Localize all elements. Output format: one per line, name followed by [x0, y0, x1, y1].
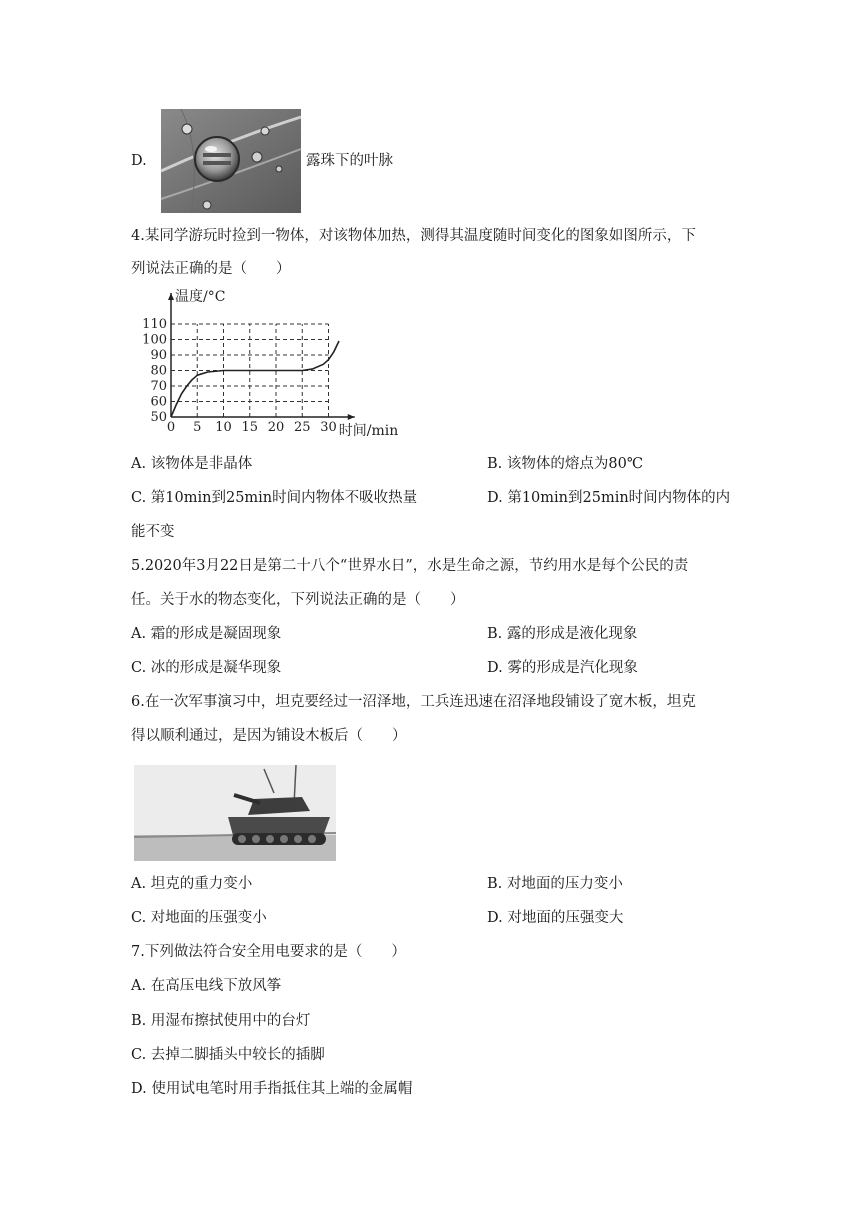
q3-option-d-text: 露珠下的叶脉 [306, 153, 393, 169]
y-tick-label: 50 [150, 410, 167, 425]
x-tick-label: 30 [320, 420, 337, 435]
q4-option-c: C. 第10min到25min时间内物体不吸收热量 [131, 490, 418, 506]
y-tick-label: 90 [150, 348, 167, 363]
q5-stem-line1: 5.2020年3月22日是第二十八个“世界水日”，水是生命之源，节约用水是每个公民的责 [131, 558, 689, 574]
q5-option-c: C. 冰的形成是凝华现象 [131, 660, 282, 676]
y-tick-label: 80 [150, 363, 167, 379]
q7-option-d: D. 使用试电笔时用手指抵住其上端的金属帽 [131, 1081, 413, 1097]
temperature-curve [171, 341, 339, 417]
x-tick-label: 0 [166, 420, 176, 435]
q4-option-a: A. 该物体是非晶体 [131, 456, 253, 472]
y-axis-arrow [168, 293, 174, 300]
chart-svg [141, 287, 399, 445]
temperature-time-chart [141, 287, 399, 445]
q7-option-b: B. 用湿布擦拭使用中的台灯 [131, 1013, 311, 1029]
q4-stem-line2: 列说法正确的是（ ） [131, 261, 291, 277]
q4-option-d-continued: 能不变 [131, 524, 175, 540]
x-axis-arrow [348, 414, 355, 420]
q6-stem-line1: 6.在一次军事演习中，坦克要经过一沼泽地，工兵连迅速在沼泽地段铺设了宽木板，坦克 [131, 694, 696, 710]
q7-option-c: C. 去掉二脚插头中较长的插脚 [131, 1047, 325, 1063]
tank-illustration [134, 765, 336, 861]
q6-stem-line2: 得以顺利通过，是因为铺设木板后（ ） [131, 728, 407, 744]
x-axis-label: 时间/min [338, 423, 399, 439]
x-tick-label: 15 [241, 420, 259, 435]
tank-photo [134, 765, 336, 861]
q5-option-d: D. 雾的形成是汽化现象 [487, 660, 638, 676]
dew-leaf-photo [161, 109, 301, 213]
y-tick-label: 100 [142, 332, 167, 348]
x-tick-label: 25 [293, 420, 311, 435]
q7-option-a: A. 在高压电线下放风筝 [131, 978, 282, 994]
q5-option-a: A. 霜的形成是凝固现象 [131, 626, 282, 642]
x-tick-label: 10 [215, 420, 232, 435]
q5-stem-line2: 任。关于水的物态变化，下列说法正确的是（ ） [131, 592, 465, 608]
q5-option-b: B. 露的形成是液化现象 [487, 626, 638, 642]
q4-option-b: B. 该物体的熔点为80℃ [487, 456, 644, 472]
q7-stem: 7.下列做法符合安全用电要求的是（ ） [131, 944, 406, 960]
y-tick-label: 110 [142, 317, 167, 332]
q3-option-d-label: D. [131, 153, 147, 169]
q6-option-a: A. 坦克的重力变小 [131, 876, 253, 892]
q4-stem-line1: 4.某同学游玩时捡到一物体，对该物体加热，测得其温度随时间变化的图象如图所示，下 [131, 228, 696, 244]
x-tick-label: 5 [193, 420, 202, 435]
x-tick-label: 20 [267, 420, 285, 435]
dew-leaf-illustration [161, 109, 301, 213]
y-tick-label: 70 [150, 379, 167, 394]
q6-option-b: B. 对地面的压力变小 [487, 876, 623, 892]
y-axis-label: 温度/°C [175, 289, 226, 305]
y-tick-label: 60 [150, 394, 167, 410]
q4-option-d: D. 第10min到25min时间内物体的内 [487, 490, 731, 506]
q6-option-d: D. 对地面的压强变大 [487, 910, 624, 926]
q6-option-c: C. 对地面的压强变小 [131, 910, 267, 926]
